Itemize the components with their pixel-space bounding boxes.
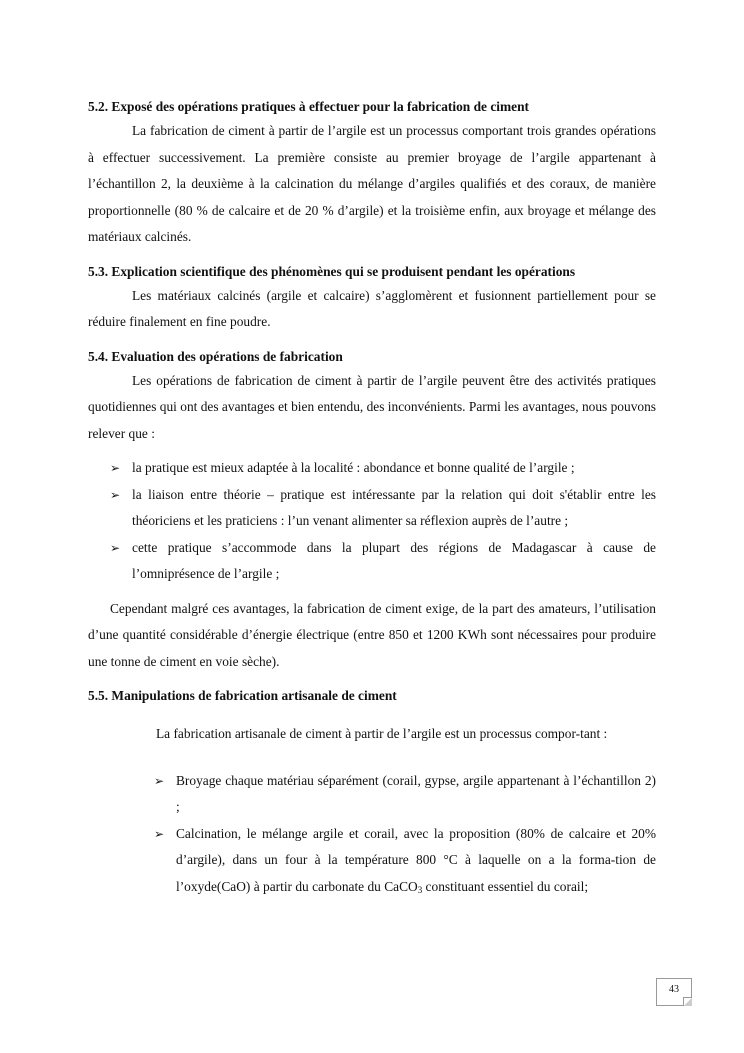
section-5-4 xyxy=(88,346,656,676)
subscript: 3 xyxy=(417,884,423,895)
section-heading: 5.4. Evaluation des opérations de fabrication xyxy=(88,348,343,364)
arrow-bullet-icon: ➢ xyxy=(154,773,165,788)
document-page xyxy=(88,96,656,910)
list-item: ➢ cette pratique s’accommode dans la plupart des régions de Madagascar à cause de l’omniprésence de l’argile ; xyxy=(110,535,656,588)
list-item: ➢ Broyage chaque matériau séparément (corail, gypse, argile appartenant à l’échantillon 2) ; xyxy=(154,768,656,821)
paragraph: Les matériaux calcinés (argile et calcaire) s’agglomèrent et fusionnent partiellement pour se réduire finalement en fine poudre. xyxy=(88,287,656,329)
arrow-bullet-icon: ➢ xyxy=(110,540,121,555)
list-item: ➢ la pratique est mieux adaptée à la localité : abondance et bonne qualité de l’argile ; xyxy=(110,455,656,482)
section-body xyxy=(88,721,656,900)
section-5-5 xyxy=(88,685,656,900)
list-item: ➢ la liaison entre théorie – pratique est intéressante par la relation qui doit s'établir entre les théoriciens et les praticiens : l’un venant alimenter sa réflexion auprès de l’autre ; xyxy=(110,482,656,535)
paragraph: Les opérations de fabrication de ciment à partir de l’argile peuvent être des activités pratiques quotidiennes qui ont des avantages et bien entendu, des inconvénients. Parmi les avantages, nous pouvons relever que : xyxy=(88,372,656,441)
section-heading: 5.2. Exposé des opérations pratiques à effectuer pour la fabrication de ciment xyxy=(88,99,529,114)
arrow-bullet-icon: ➢ xyxy=(110,461,121,475)
list-item: ➢ Calcination, le mélange argile et corail, avec la proposition (80% de calcaire et 20% d’argile), dans un four à la température 800 °C à laquelle on a la forma-tion de l’oxyde(CaO) à partir du carbonate du CaCO$_3$ constituant essentiel du corail; xyxy=(154,821,656,901)
page-number: 43 xyxy=(656,978,692,1006)
paragraph: Cependant malgré ces avantages, la fabrication de ciment exige, de la part des amateurs, l’utilisation d’une quantité considérable d’énergie électrique (entre 850 et 1200 KWh sont nécessaires pour produire une tonne de ciment en voie sèche). xyxy=(88,600,656,669)
section-heading: 5.3. Explication scientifique des phénomènes qui se produisent pendant les opérations xyxy=(88,263,576,279)
steps-list xyxy=(132,768,656,901)
paragraph: La fabrication artisanale de ciment à partir de l’argile est un processus compor-tant : xyxy=(156,726,608,741)
paragraph: La fabrication de ciment à partir de l’argile est un processus comportant trois grandes opérations à effectuer successivement. La première consiste au premier broyage de l’argile appartenant à l’échantillon 2, la deuxième à la calcination du mélange d’argiles qualifiés et des coraux, de manière proportionnelle (80 % de calcaire et de 20 % d’argile) et la troisième enfin, aux broyage et mélange des matériaux calcinés. xyxy=(88,123,656,244)
section-5-2 xyxy=(88,96,656,251)
arrow-bullet-icon: ➢ xyxy=(110,487,121,502)
section-5-3 xyxy=(88,261,656,336)
section-heading: 5.5. Manipulations de fabrication artisanale de ciment xyxy=(88,688,397,703)
advantages-list xyxy=(88,455,656,588)
arrow-bullet-icon: ➢ xyxy=(154,826,165,841)
